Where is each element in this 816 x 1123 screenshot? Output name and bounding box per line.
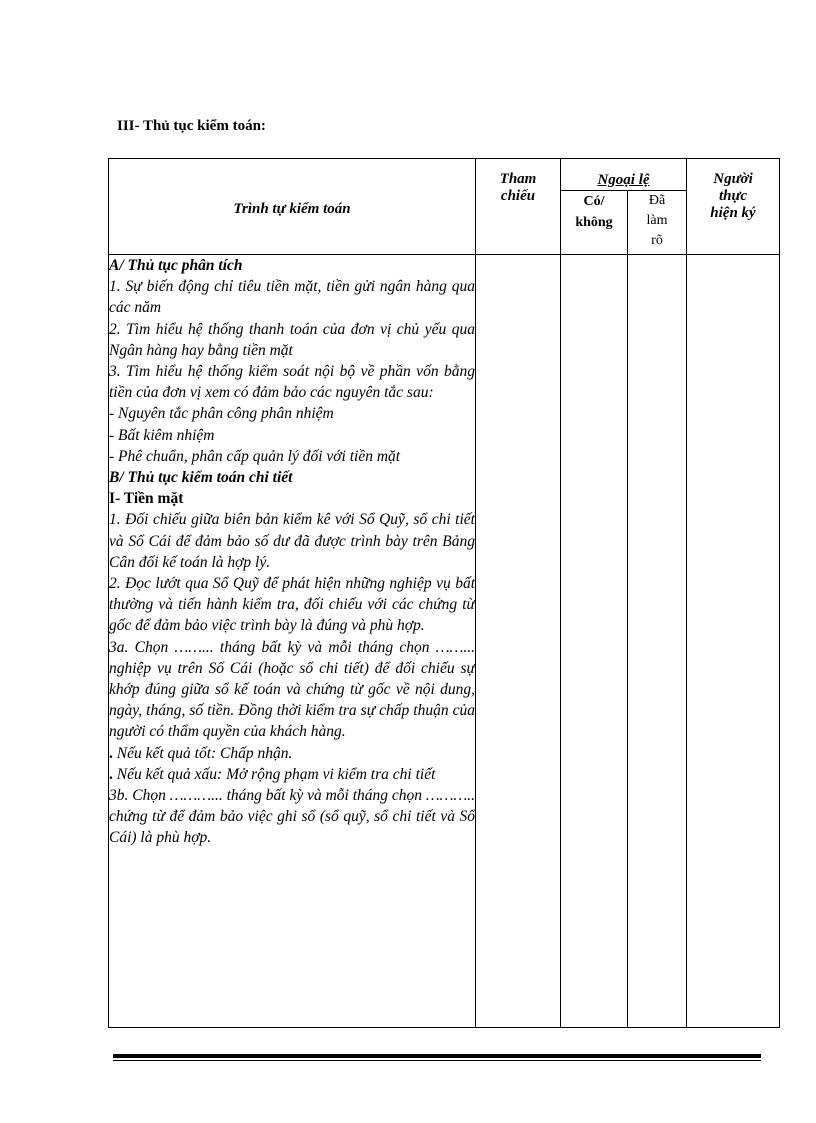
step-b3a-bad: . Nếu kết quả xấu: Mở rộng phạm vi kiểm tra chi tiết	[109, 765, 436, 783]
audit-procedure-table	[108, 158, 780, 1028]
footer-rule-thin	[113, 1060, 761, 1061]
step-b1: 1. Đối chiếu giữa biên bản kiểm kê với Sổ Quỹ, sổ chi tiết và Sổ Cái để đảm bảo số dư đã được trình bày trên Bảng Cân đối kế toán là hợp lý.	[109, 511, 475, 571]
col-header-exception-yes-no: Có/ không	[561, 191, 628, 255]
reference-cell	[476, 255, 561, 1028]
exception-yes-no-cell	[561, 255, 628, 1028]
step-b2: 2. Đọc lướt qua Sổ Quỹ để phát hiện những nghiệp vụ bất thường và tiến hành kiểm tra, đối chiếu với các chứng từ gốc để đảm bảo việc trình bày là đúng và phù hợp.	[109, 575, 475, 635]
step-a3-bullet-2: - Bất kiêm nhiệm	[109, 426, 215, 444]
col-header-performer: Người thực hiện ký	[687, 159, 780, 255]
col-header-reference: Tham chiếu	[476, 159, 561, 255]
section-b-title: B/ Thủ tục kiểm toán chi tiết	[109, 469, 293, 487]
section-a-title: A/ Thủ tục phân tích	[109, 257, 243, 274]
step-b3b: 3b. Chọn ………... tháng bất kỳ và mỗi tháng chọn ……….. chứng từ để đảm bảo việc ghi sổ (sổ quỹ, sổ chi tiết và Sổ Cái) là phù hợp.	[109, 787, 475, 847]
step-a3-bullet-1: - Nguyên tắc phân công phân nhiệm	[109, 405, 334, 423]
footer-rule-thick	[113, 1054, 761, 1058]
procedure-content-cell	[109, 255, 476, 1028]
exception-clarified-cell	[628, 255, 687, 1028]
step-a1: 1. Sự biến động chỉ tiêu tiền mặt, tiền gửi ngân hàng qua các năm	[109, 278, 475, 317]
col-header-exception: Ngoại lệ	[561, 159, 687, 191]
step-b3a-good: . Nếu kết quả tốt: Chấp nhận.	[109, 744, 293, 762]
step-a3: 3. Tìm hiểu hệ thống kiểm soát nội bộ về phần vốn bằng tiền của đơn vị xem có đảm bảo các nguyên tắc sau:	[109, 363, 475, 402]
section-heading: III- Thủ tục kiểm toán:	[117, 118, 266, 134]
col-header-exception-clarified: Đã làm rõ	[628, 191, 687, 255]
subsection-cash: I- Tiền mặt	[109, 490, 184, 508]
step-b3a: 3a. Chọn ……... tháng bất kỳ và mỗi tháng chọn ……... nghiệp vụ trên Sổ Cái (hoặc sổ chi tiết) để đối chiếu sự khớp đúng giữa sổ kế toán và chứng từ gốc về nội dung, ngày, tháng, số tiền. Đồng thời kiểm tra sự chấp thuận của người có thẩm quyền của khách hàng.	[109, 638, 475, 741]
performer-cell	[687, 255, 780, 1028]
step-a2: 2. Tìm hiểu hệ thống thanh toán của đơn vị chủ yếu qua Ngân hàng hay bằng tiền mặt	[109, 320, 475, 359]
col-header-procedure: Trình tự kiểm toán	[109, 159, 476, 255]
step-a3-bullet-3: - Phê chuẩn, phân cấp quản lý đối với tiền mặt	[109, 447, 401, 465]
